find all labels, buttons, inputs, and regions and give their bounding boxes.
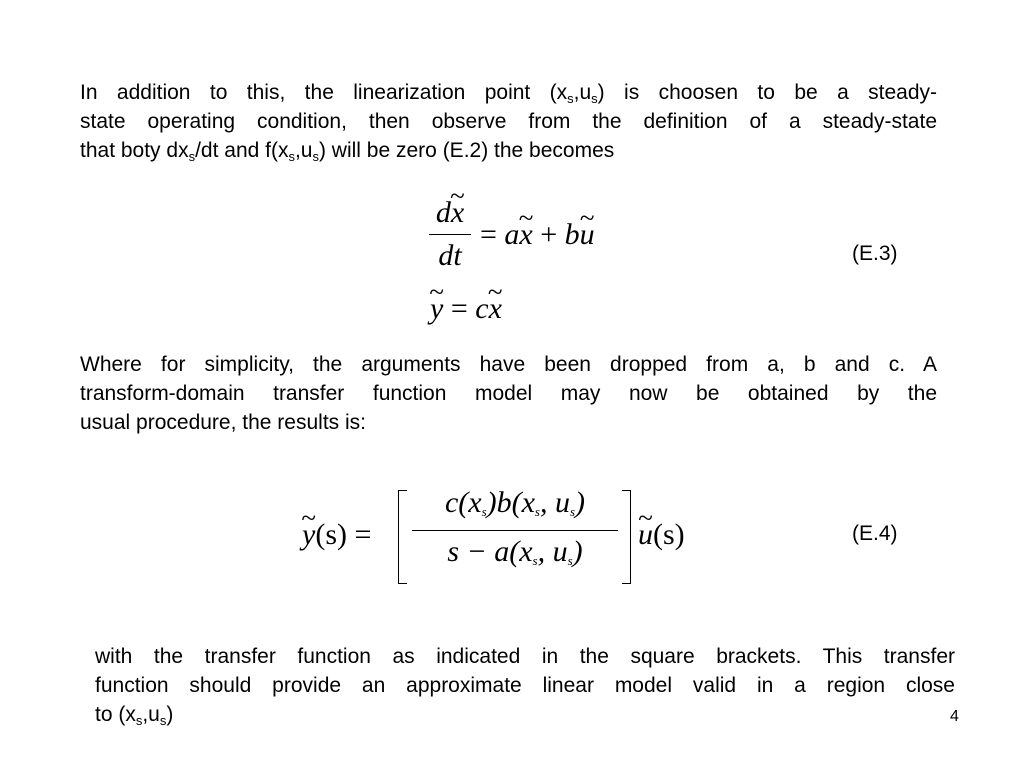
e3-fraction: d~ x dt (428, 196, 472, 275)
e4-rhs: ~ u(s) (638, 518, 685, 552)
e4-denominator: $s - a(x_s$, $u_s$) (447, 535, 583, 568)
p2-line1: Where for simplicity, the arguments have been dropped from a, b and c. A (80, 353, 937, 376)
equation-e4 (302, 486, 712, 586)
e4-fraction (412, 486, 618, 577)
e3-output-eq: ~ y = c~ x (430, 292, 502, 326)
e4-numerator: $c(x_s)b(x_s$, $u_s$) (444, 486, 586, 519)
page-number: 4 (950, 708, 959, 725)
right-bracket (622, 490, 631, 584)
p1-line3: that boty $dx_s/dt$ and $f(x_s,u_s)$ will be zero (E.2) the becomes (80, 139, 615, 164)
fraction-bar (429, 234, 471, 235)
p2-line3: usual procedure, the results is: (80, 411, 366, 434)
p2-line2: transform-domain transfer function model may now be obtained by the (80, 382, 937, 405)
equation-e3 (428, 196, 628, 336)
e4-lhs: ~ y(s) = (302, 518, 371, 552)
paragraph-transfer-function (80, 350, 937, 437)
paragraph-conclusion (95, 642, 955, 729)
p1-line1: In addition to this, the linearization point $(x_s,u_s)$ is choosen to be a steady- (80, 81, 938, 106)
left-bracket (398, 490, 407, 584)
e3-rhs: = a~ x + b~ u (480, 218, 595, 252)
p3-line2: function should provide an approximate linear model valid in a region close (95, 674, 955, 697)
fraction-bar (412, 530, 618, 531)
equation-label-e4: (E.4) (852, 522, 898, 545)
paragraph-linearization (80, 78, 937, 165)
equation-label-e3: (E.3) (852, 242, 898, 265)
p3-line1: with the transfer function as indicated in the square brackets. This transfer (95, 645, 955, 668)
p1-line2: state operating condition, then observe from the definition of a steady-state (80, 110, 937, 133)
p3-line3: to $(x_s,u_s)$ (95, 703, 174, 728)
